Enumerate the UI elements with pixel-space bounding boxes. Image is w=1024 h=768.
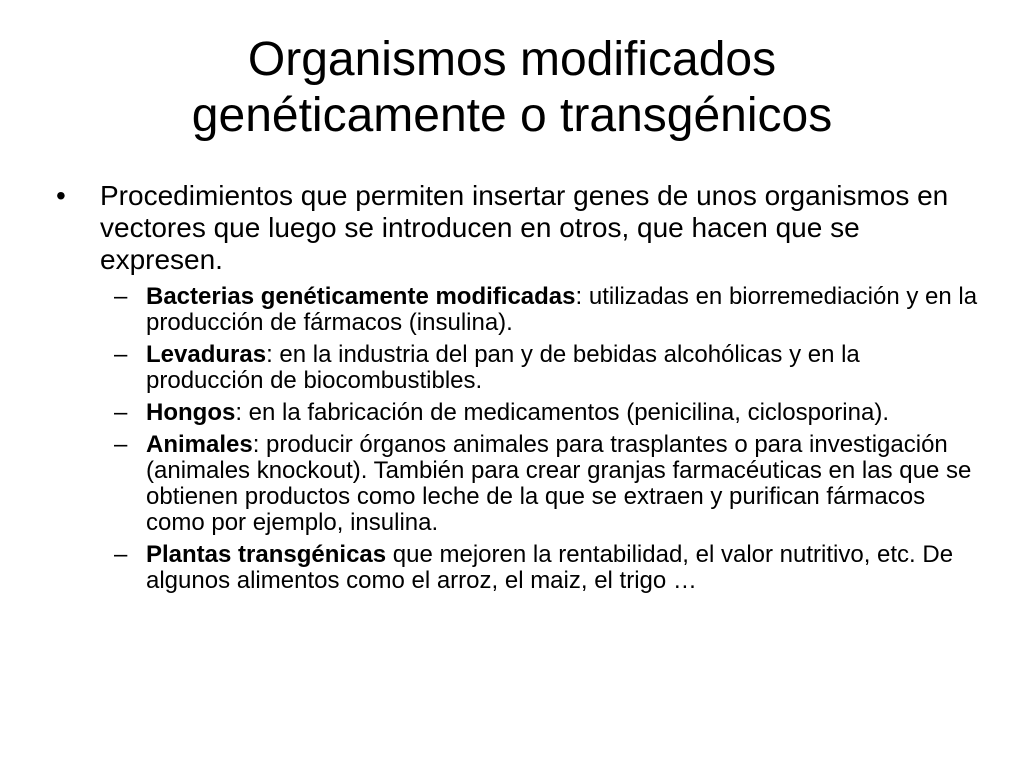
dash-bullet-icon: –: [114, 541, 128, 568]
sub-bullet-term: Plantas transgénicas: [146, 541, 387, 568]
sub-bullet-text: : en la industria del pan y de bebidas alcohólicas y en la producción de biocombustibles.: [146, 341, 860, 394]
sub-bullet-item: [52, 284, 982, 336]
dash-bullet-icon: –: [114, 399, 128, 426]
sub-bullet-term: Bacterias genéticamente modificadas: [146, 283, 576, 310]
sub-bullet-term: Levaduras: [146, 341, 267, 368]
sub-bullet-list: [52, 284, 982, 594]
slide-title: [0, 32, 1024, 144]
main-bullet: [52, 180, 982, 276]
sub-bullet-text: : producir órganos animales para trasplantes o para investigación (animales knockout). También para crear granjas farmacéuticas en las que se obtienen productos como leche de la que se extraen y purifican fármacos como por ejemplo, insulina.: [146, 431, 972, 536]
bullet-dot-icon: •: [56, 180, 66, 211]
slide-body: [52, 180, 982, 600]
dash-bullet-icon: –: [114, 341, 128, 368]
slide-title-line-2: genéticamente o transgénicos: [191, 89, 833, 142]
main-bullet-text: Procedimientos que permiten insertar genes de unos organismos en vectores que luego se introducen en otros, que hacen que se expresen.: [100, 180, 949, 275]
slide-title-line-1: Organismos modificados: [247, 33, 777, 86]
sub-bullet-term: Hongos: [146, 399, 236, 426]
dash-bullet-icon: –: [114, 283, 128, 310]
sub-bullet-item: [52, 342, 982, 394]
sub-bullet-text: : en la fabricación de medicamentos (penicilina, ciclosporina).: [235, 399, 889, 426]
dash-bullet-icon: –: [114, 431, 128, 458]
sub-bullet-text: : utilizadas en biorremediación y en la producción de fármacos (insulina).: [146, 283, 978, 336]
sub-bullet-item: [52, 400, 982, 426]
sub-bullet-text: que mejoren la rentabilidad, el valor nutritivo, etc. De algunos alimentos como el arroz, el maiz, el trigo …: [146, 541, 954, 594]
sub-bullet-item: [52, 432, 982, 536]
sub-bullet-term: Animales: [146, 431, 253, 458]
sub-bullet-item: [52, 542, 982, 594]
